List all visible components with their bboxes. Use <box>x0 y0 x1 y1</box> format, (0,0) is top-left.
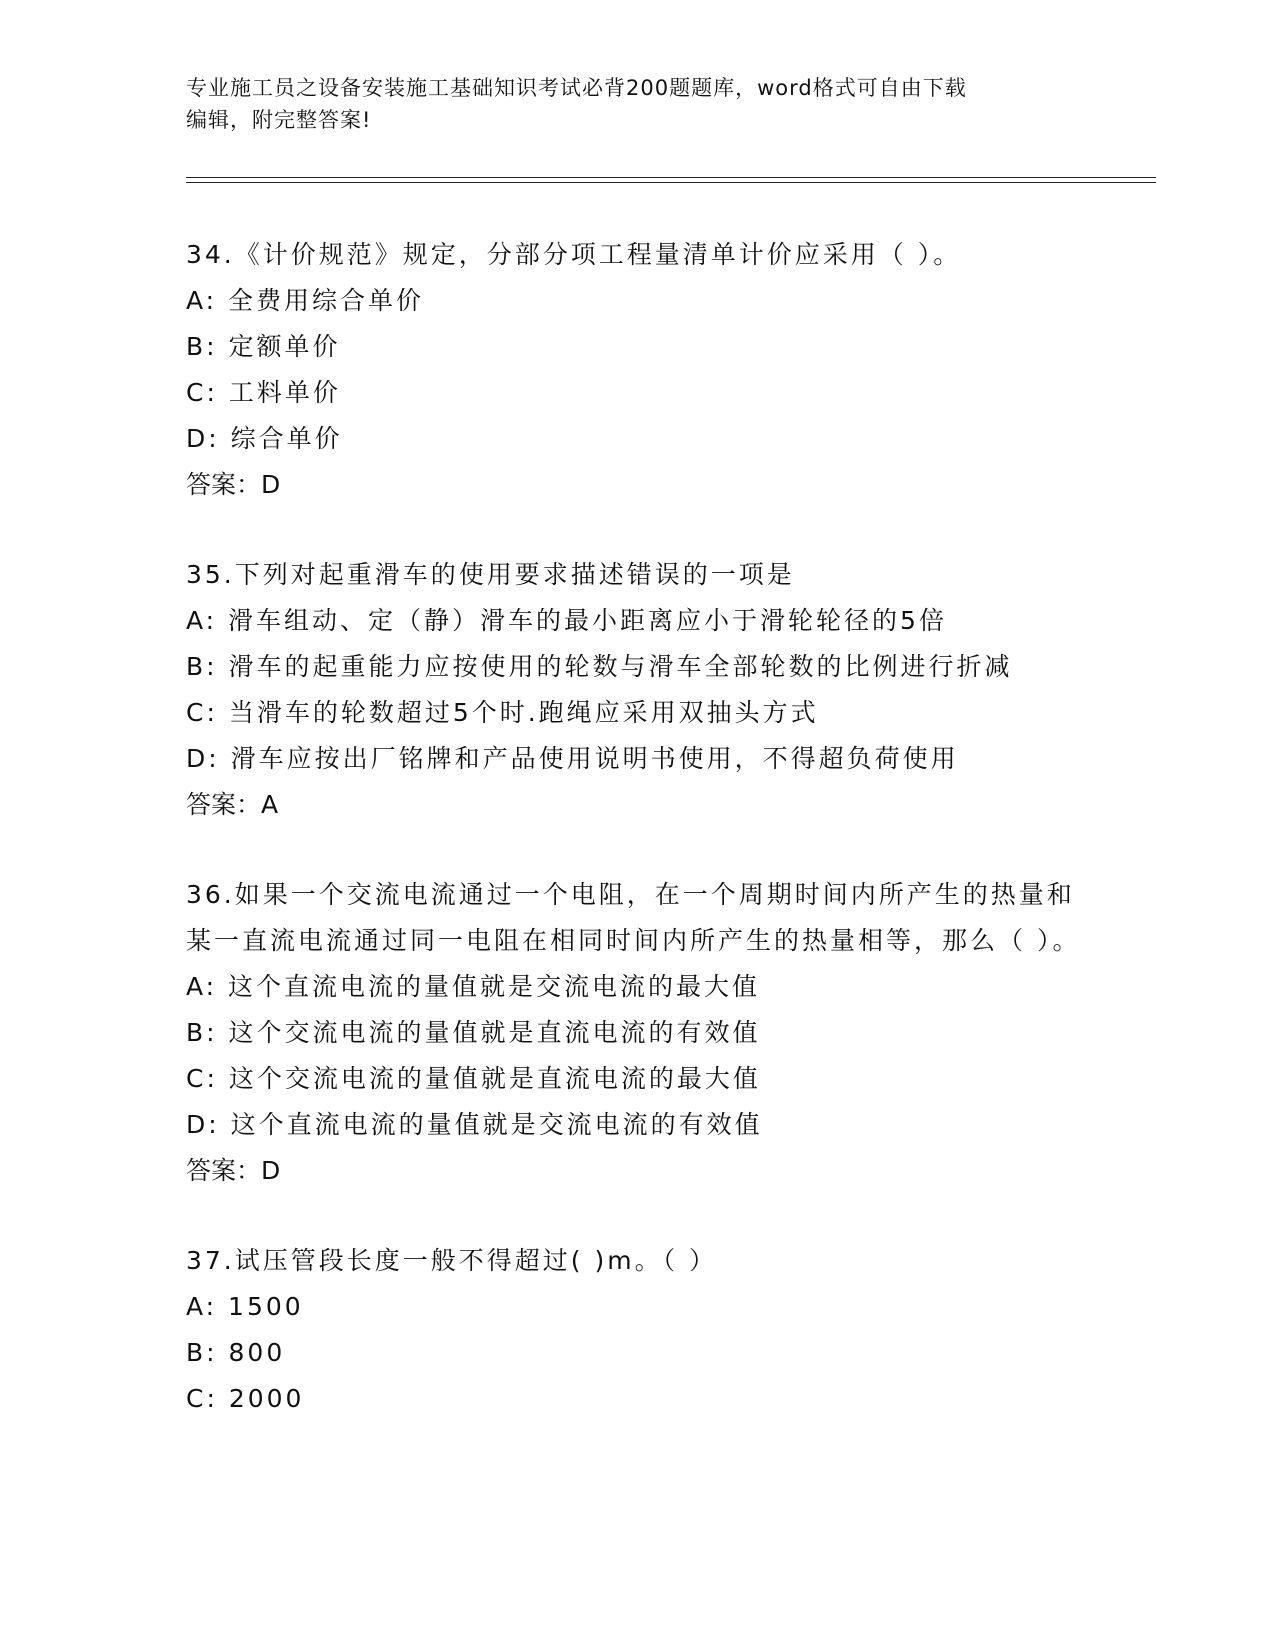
option-b: B: 800 <box>186 1338 286 1367</box>
option-c: C: 当滑车的轮数超过5个时.跑绳应采用双抽头方式 <box>186 698 819 727</box>
answer-line: 答案：D <box>186 1156 281 1185</box>
option-c: C: 2000 <box>186 1384 305 1413</box>
option-b: B: 这个交流电流的量值就是直流电流的有效值 <box>186 1018 761 1047</box>
option-a: A: 滑车组动、定（静）滑车的最小距离应小于滑轮轮径的5倍 <box>186 606 947 635</box>
question-34 <box>186 232 1086 508</box>
option-d: D: 滑车应按出厂铭牌和产品使用说明书使用，不得超负荷使用 <box>186 744 959 773</box>
question-35 <box>186 552 1086 828</box>
header-divider-bottom <box>186 182 1156 183</box>
option-a: A: 全费用综合单价 <box>186 286 425 315</box>
header-divider-top <box>186 177 1156 178</box>
option-c: C: 这个交流电流的量值就是直流电流的最大值 <box>186 1064 761 1093</box>
document-header <box>186 72 1086 136</box>
option-b: B: 滑车的起重能力应按使用的轮数与滑车全部轮数的比例进行折减 <box>186 652 1013 681</box>
header-intro-line-1: 专业施工员之设备安装施工基础知识考试必背200题题库，word格式可自由下载 <box>186 76 967 100</box>
option-c: C: 工料单价 <box>186 378 341 407</box>
question-36 <box>186 872 1086 1194</box>
option-a: A: 1500 <box>186 1292 304 1321</box>
option-b: B: 定额单价 <box>186 332 341 361</box>
question-stem: 37.试压管段长度一般不得超过( )m。（ ） <box>186 1246 718 1275</box>
option-a: A: 这个直流电流的量值就是交流电流的最大值 <box>186 972 761 1001</box>
question-stem: 35.下列对起重滑车的使用要求描述错误的一项是 <box>186 560 795 589</box>
question-stem: 36.如果一个交流电流通过一个电阻，在一个周期时间内所产生的热量和某一直流电流通过同一电阻在相同时间内所产生的热量相等，那么（ ）。 <box>186 880 1081 955</box>
option-d: D: 这个直流电流的量值就是交流电流的有效值 <box>186 1110 763 1139</box>
option-d: D: 综合单价 <box>186 424 343 453</box>
question-list <box>186 232 1086 1466</box>
answer-line: 答案：A <box>186 790 279 819</box>
question-stem: 34.《计价规范》规定，分部分项工程量清单计价应采用（ ）。 <box>186 240 962 269</box>
header-intro-line-2: 编辑，附完整答案! <box>186 108 372 132</box>
question-37 <box>186 1238 1086 1422</box>
answer-line: 答案：D <box>186 470 281 499</box>
